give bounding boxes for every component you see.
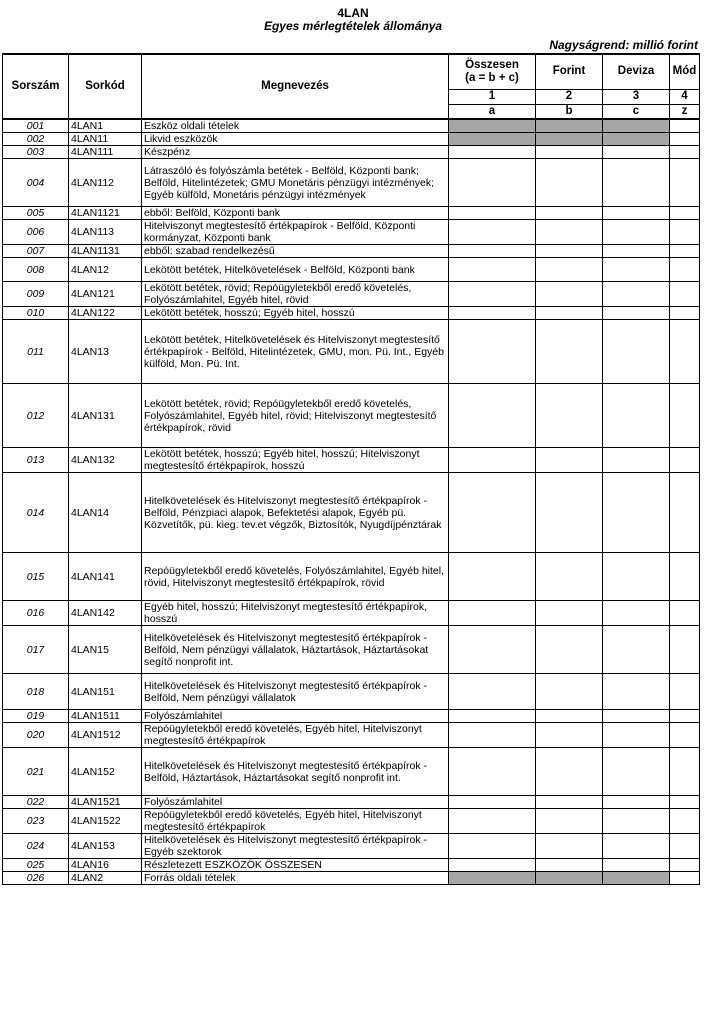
value-deviza bbox=[603, 119, 670, 133]
unit-note: Nagyságrend: millió forint bbox=[549, 38, 698, 52]
value-forint bbox=[536, 710, 603, 723]
osszesen-formula: (a = b + c) bbox=[465, 71, 519, 84]
table-row bbox=[3, 384, 700, 448]
value-mod bbox=[670, 872, 700, 885]
table-row bbox=[3, 119, 700, 133]
value-mod bbox=[670, 723, 700, 748]
value-osszesen bbox=[449, 674, 536, 710]
row-number: 018 bbox=[3, 674, 69, 710]
row-code: 4LAN112 bbox=[69, 159, 142, 207]
value-mod bbox=[670, 710, 700, 723]
table-row bbox=[3, 553, 700, 601]
table-row bbox=[3, 626, 700, 674]
value-deviza bbox=[603, 748, 670, 796]
row-name: Hitelkövetelések és Hitelviszonyt megtestesítő értékpapírok - Belföld, Háztartások, Háztartásokat segítő nonprofit int. bbox=[142, 748, 449, 796]
row-code: 4LAN122 bbox=[69, 307, 142, 320]
row-code: 4LAN1 bbox=[69, 119, 142, 133]
table-row bbox=[3, 473, 700, 553]
value-mod bbox=[670, 133, 700, 146]
value-forint bbox=[536, 473, 603, 553]
value-deviza bbox=[603, 809, 670, 834]
row-number: 010 bbox=[3, 307, 69, 320]
value-deviza bbox=[603, 146, 670, 159]
value-osszesen bbox=[449, 384, 536, 448]
value-mod bbox=[670, 809, 700, 834]
value-deviza bbox=[603, 245, 670, 258]
value-mod bbox=[670, 146, 700, 159]
value-mod bbox=[670, 258, 700, 282]
row-code: 4LAN1511 bbox=[69, 710, 142, 723]
row-code: 4LAN11 bbox=[69, 133, 142, 146]
row-name: Lekötött betétek, hosszú; Egyéb hitel, hosszú bbox=[142, 307, 449, 320]
value-osszesen bbox=[449, 473, 536, 553]
value-osszesen bbox=[449, 307, 536, 320]
value-osszesen bbox=[449, 282, 536, 307]
value-deviza bbox=[603, 220, 670, 245]
row-code: 4LAN121 bbox=[69, 282, 142, 307]
row-code: 4LAN132 bbox=[69, 448, 142, 473]
row-number: 013 bbox=[3, 448, 69, 473]
value-osszesen bbox=[449, 220, 536, 245]
row-number: 005 bbox=[3, 207, 69, 220]
table-row bbox=[3, 258, 700, 282]
table-row bbox=[3, 796, 700, 809]
value-osszesen bbox=[449, 146, 536, 159]
table-row bbox=[3, 809, 700, 834]
table-row bbox=[3, 307, 700, 320]
value-deviza bbox=[603, 710, 670, 723]
table-row bbox=[3, 159, 700, 207]
value-deviza bbox=[603, 320, 670, 384]
table-row bbox=[3, 859, 700, 872]
value-forint bbox=[536, 384, 603, 448]
row-number: 009 bbox=[3, 282, 69, 307]
row-code: 4LAN153 bbox=[69, 834, 142, 859]
value-deviza bbox=[603, 282, 670, 307]
row-number: 016 bbox=[3, 601, 69, 626]
row-name: Likvid eszközök bbox=[142, 133, 449, 146]
row-code: 4LAN142 bbox=[69, 601, 142, 626]
value-osszesen bbox=[449, 626, 536, 674]
col-number: 2 bbox=[536, 89, 603, 104]
row-number: 017 bbox=[3, 626, 69, 674]
table-row bbox=[3, 723, 700, 748]
row-name: ebből: Belföld, Központi bank bbox=[142, 207, 449, 220]
row-code: 4LAN131 bbox=[69, 384, 142, 448]
value-mod bbox=[670, 245, 700, 258]
row-number: 020 bbox=[3, 723, 69, 748]
row-name: Lekötött betétek, Hitelkövetelések - Belföld, Központi bank bbox=[142, 258, 449, 282]
value-forint bbox=[536, 674, 603, 710]
balance-items-table bbox=[2, 53, 700, 885]
table-row bbox=[3, 601, 700, 626]
row-number: 025 bbox=[3, 859, 69, 872]
value-mod bbox=[670, 796, 700, 809]
table-row bbox=[3, 748, 700, 796]
value-forint bbox=[536, 723, 603, 748]
row-name: Eszköz oldali tételek bbox=[142, 119, 449, 133]
table-row bbox=[3, 320, 700, 384]
col-number: 1 bbox=[449, 89, 536, 104]
row-name: Hitelkövetelések és Hitelviszonyt megtestesítő értékpapírok - Egyéb szektorok bbox=[142, 834, 449, 859]
row-name: Repóügyletekből eredő követelés, Egyéb hitel, Hitelviszonyt megtestesítő értékpapírok bbox=[142, 809, 449, 834]
value-deviza bbox=[603, 159, 670, 207]
value-mod bbox=[670, 473, 700, 553]
value-mod bbox=[670, 220, 700, 245]
col-header-deviza: Deviza bbox=[603, 54, 670, 89]
col-letter: z bbox=[670, 104, 700, 119]
value-mod bbox=[670, 601, 700, 626]
value-mod bbox=[670, 626, 700, 674]
value-deviza bbox=[603, 834, 670, 859]
row-number: 015 bbox=[3, 553, 69, 601]
row-code: 4LAN113 bbox=[69, 220, 142, 245]
row-number: 001 bbox=[3, 119, 69, 133]
value-forint bbox=[536, 872, 603, 885]
col-number: 4 bbox=[670, 89, 700, 104]
row-number: 004 bbox=[3, 159, 69, 207]
value-forint bbox=[536, 553, 603, 601]
row-number: 021 bbox=[3, 748, 69, 796]
value-forint bbox=[536, 207, 603, 220]
table-row bbox=[3, 282, 700, 307]
table-row bbox=[3, 448, 700, 473]
value-mod bbox=[670, 320, 700, 384]
row-code: 4LAN151 bbox=[69, 674, 142, 710]
row-code: 4LAN1521 bbox=[69, 796, 142, 809]
row-code: 4LAN2 bbox=[69, 872, 142, 885]
value-osszesen bbox=[449, 553, 536, 601]
row-name: Forrás oldali tételek bbox=[142, 872, 449, 885]
value-deviza bbox=[603, 133, 670, 146]
row-code: 4LAN14 bbox=[69, 473, 142, 553]
form-subtitle: Egyes mérlegtételek állománya bbox=[263, 19, 443, 33]
value-mod bbox=[670, 384, 700, 448]
row-number: 023 bbox=[3, 809, 69, 834]
value-forint bbox=[536, 258, 603, 282]
row-name: Hitelkövetelések és Hitelviszonyt megtestesítő értékpapírok - Belföld, Pénzpiaci alapok, Befektetési alapok, Egyéb pü. Közvetítők, pü. kieg. tev.et végzők, Biztosítók, Nyugdíjpénztárak bbox=[142, 473, 449, 553]
value-deviza bbox=[603, 674, 670, 710]
row-number: 014 bbox=[3, 473, 69, 553]
value-mod bbox=[670, 748, 700, 796]
value-forint bbox=[536, 748, 603, 796]
value-mod bbox=[670, 159, 700, 207]
row-code: 4LAN152 bbox=[69, 748, 142, 796]
value-mod bbox=[670, 207, 700, 220]
row-code: 4LAN15 bbox=[69, 626, 142, 674]
value-forint bbox=[536, 601, 603, 626]
value-forint bbox=[536, 282, 603, 307]
value-osszesen bbox=[449, 258, 536, 282]
value-osszesen bbox=[449, 448, 536, 473]
value-osszesen bbox=[449, 834, 536, 859]
row-name: Lekötött betétek, Hitelkövetelések és Hitelviszonyt megtestesítő értékpapírok - Belföld, Hitelintézetek, GMU, mon. Pü. Int., Egyéb külföld, Mon. Pü. Int. bbox=[142, 320, 449, 384]
value-osszesen bbox=[449, 207, 536, 220]
row-name: Lekötött betétek, rövid; Repóügyletekből eredő követelés, Folyószámlahitel, Egyéb hitel, rövid; Hitelviszonyt megtestesítő értékpapírok, rövid bbox=[142, 384, 449, 448]
table-row bbox=[3, 133, 700, 146]
row-number: 006 bbox=[3, 220, 69, 245]
row-number: 024 bbox=[3, 834, 69, 859]
value-forint bbox=[536, 809, 603, 834]
row-name: Hitelviszonyt megtestesítő értékpapírok - Belföld, Központi kormányzat, Központi bank bbox=[142, 220, 449, 245]
value-deviza bbox=[603, 601, 670, 626]
value-mod bbox=[670, 674, 700, 710]
value-osszesen bbox=[449, 748, 536, 796]
row-number: 011 bbox=[3, 320, 69, 384]
value-deviza bbox=[603, 384, 670, 448]
row-name: Egyéb hitel, hosszú; Hitelviszonyt megtestesítő értékpapírok, hosszú bbox=[142, 601, 449, 626]
value-forint bbox=[536, 859, 603, 872]
value-forint bbox=[536, 245, 603, 258]
value-osszesen bbox=[449, 320, 536, 384]
col-letter: a bbox=[449, 104, 536, 119]
value-mod bbox=[670, 282, 700, 307]
value-deviza bbox=[603, 258, 670, 282]
row-name: Lekötött betétek, rövid; Repóügyletekből eredő követelés, Folyószámlahitel, Egyéb hitel, rövid bbox=[142, 282, 449, 307]
value-osszesen bbox=[449, 601, 536, 626]
row-number: 007 bbox=[3, 245, 69, 258]
row-name: Folyószámlahitel bbox=[142, 796, 449, 809]
table-row bbox=[3, 245, 700, 258]
value-osszesen bbox=[449, 710, 536, 723]
table-row bbox=[3, 220, 700, 245]
form-code-title: 4LAN bbox=[337, 6, 369, 20]
value-forint bbox=[536, 796, 603, 809]
table-body bbox=[3, 119, 700, 885]
value-mod bbox=[670, 307, 700, 320]
value-deviza bbox=[603, 553, 670, 601]
value-deviza bbox=[603, 473, 670, 553]
value-deviza bbox=[603, 207, 670, 220]
value-forint bbox=[536, 146, 603, 159]
table-row bbox=[3, 834, 700, 859]
col-number: 3 bbox=[603, 89, 670, 104]
value-forint bbox=[536, 448, 603, 473]
value-forint bbox=[536, 320, 603, 384]
row-number: 019 bbox=[3, 710, 69, 723]
table-row bbox=[3, 207, 700, 220]
row-code: 4LAN1522 bbox=[69, 809, 142, 834]
col-header-sorszam: Sorszám bbox=[3, 54, 69, 119]
row-code: 4LAN111 bbox=[69, 146, 142, 159]
row-number: 026 bbox=[3, 872, 69, 885]
osszesen-label: Összesen bbox=[465, 58, 519, 71]
value-forint bbox=[536, 119, 603, 133]
row-code: 4LAN16 bbox=[69, 859, 142, 872]
row-number: 002 bbox=[3, 133, 69, 146]
value-forint bbox=[536, 159, 603, 207]
value-deviza bbox=[603, 796, 670, 809]
row-number: 003 bbox=[3, 146, 69, 159]
row-code: 4LAN1131 bbox=[69, 245, 142, 258]
value-osszesen bbox=[449, 245, 536, 258]
row-code: 4LAN13 bbox=[69, 320, 142, 384]
row-name: Repóügyletekből eredő követelés, Folyószámlahitel, Egyéb hitel, rövid, Hitelviszonyt megtestesítő értékpapírok, rövid bbox=[142, 553, 449, 601]
row-number: 008 bbox=[3, 258, 69, 282]
col-header-mod: Mód bbox=[670, 54, 700, 89]
row-name: Folyószámlahitel bbox=[142, 710, 449, 723]
row-name: Lekötött betétek, hosszú; Egyéb hitel, hosszú; Hitelviszonyt megtestesítő értékpapírok, hosszú bbox=[142, 448, 449, 473]
row-name: Hitelkövetelések és Hitelviszonyt megtestesítő értékpapírok - Belföld, Nem pénzügyi vállalatok, Háztartások, Háztartásokat segítő nonprofit int. bbox=[142, 626, 449, 674]
row-number: 012 bbox=[3, 384, 69, 448]
value-osszesen bbox=[449, 133, 536, 146]
table-row bbox=[3, 872, 700, 885]
col-header-osszesen bbox=[449, 54, 536, 89]
value-mod bbox=[670, 834, 700, 859]
col-header-forint: Forint bbox=[536, 54, 603, 89]
value-forint bbox=[536, 834, 603, 859]
row-code: 4LAN141 bbox=[69, 553, 142, 601]
value-forint bbox=[536, 626, 603, 674]
value-osszesen bbox=[449, 809, 536, 834]
value-deviza bbox=[603, 626, 670, 674]
value-deviza bbox=[603, 723, 670, 748]
value-forint bbox=[536, 220, 603, 245]
row-name: Készpénz bbox=[142, 146, 449, 159]
row-name: Hitelkövetelések és Hitelviszonyt megtestesítő értékpapírok - Belföld, Nem pénzügyi vállalatok bbox=[142, 674, 449, 710]
col-header-megnevezes: Megnevezés bbox=[142, 54, 449, 119]
value-mod bbox=[670, 553, 700, 601]
row-code: 4LAN12 bbox=[69, 258, 142, 282]
value-osszesen bbox=[449, 872, 536, 885]
col-letter: c bbox=[603, 104, 670, 119]
value-osszesen bbox=[449, 859, 536, 872]
value-deviza bbox=[603, 872, 670, 885]
row-number: 022 bbox=[3, 796, 69, 809]
row-code: 4LAN1121 bbox=[69, 207, 142, 220]
table-row bbox=[3, 674, 700, 710]
value-mod bbox=[670, 448, 700, 473]
value-mod bbox=[670, 119, 700, 133]
col-letter: b bbox=[536, 104, 603, 119]
row-name: Látraszóló és folyószámla betétek - Belföld, Központi bank; Belföld, Hitelintézetek; GMU Monetáris pénzügyi intézmények; Egyéb külföld, Monetáris pénzügyi intézmények bbox=[142, 159, 449, 207]
value-osszesen bbox=[449, 119, 536, 133]
table-row bbox=[3, 710, 700, 723]
value-forint bbox=[536, 307, 603, 320]
row-code: 4LAN1512 bbox=[69, 723, 142, 748]
value-osszesen bbox=[449, 159, 536, 207]
row-name: ebből: szabad rendelkezésű bbox=[142, 245, 449, 258]
value-mod bbox=[670, 859, 700, 872]
value-osszesen bbox=[449, 723, 536, 748]
value-forint bbox=[536, 133, 603, 146]
value-deviza bbox=[603, 859, 670, 872]
table-row bbox=[3, 146, 700, 159]
value-deviza bbox=[603, 448, 670, 473]
value-osszesen bbox=[449, 796, 536, 809]
col-header-sorkod: Sorkód bbox=[69, 54, 142, 119]
row-name: Repóügyletekből eredő követelés, Egyéb hitel, Hitelviszonyt megtestesítő értékpapírok bbox=[142, 723, 449, 748]
row-name: Részletezett ESZKÖZÖK ÖSSZESEN bbox=[142, 859, 449, 872]
value-deviza bbox=[603, 307, 670, 320]
